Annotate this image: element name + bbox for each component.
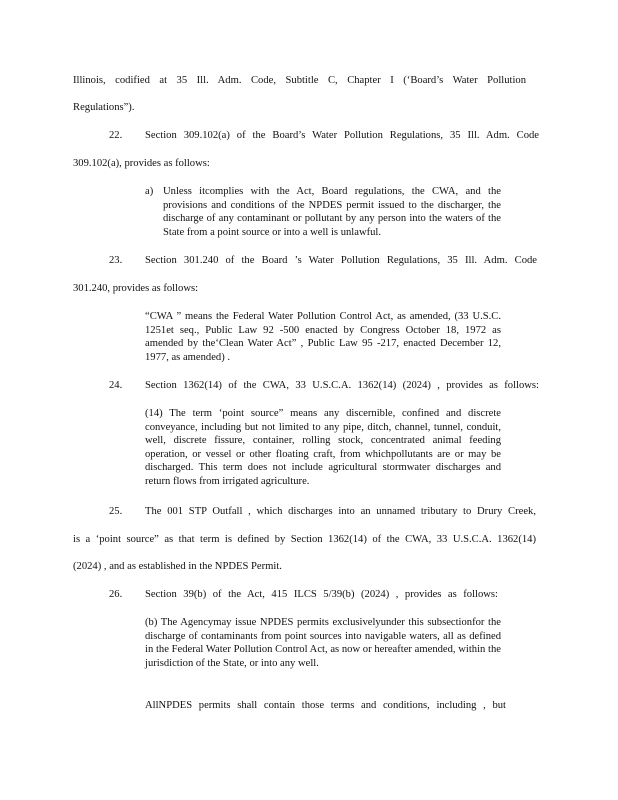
- quote-text: “CWA ” means the Federal Water Pollution Control Act, as amended, (33 U.S.C. 1251et seq., Public Law 92 -500 enacted by Congress October 18, 1972 as amended by the‘Clean Water Act” , Public Law 95 -217, enacted December 12, 1977, as amended) .: [145, 311, 501, 363]
- quote-text: (b) The Agencymay issue NPDES permits exclusivelyunder this subsectionfor the discharge of contaminants from point sources into navigable waters, all as defined in the Federal Water Pollution Control Act, as now or hereafter amended, within the jurisdiction of the State, or into any well.: [145, 617, 501, 669]
- block-quote: [145, 185, 501, 239]
- body-line: Regulations”).: [73, 102, 135, 113]
- quote-text: Unless itcomplies with the Act, Board regulations, the CWA, and the provisions and conditions of the NPDES permit issued to the discharger, the discharge of any contaminant or pollutant by any person into the waters of the State from a point source or into a well is unlawful.: [163, 186, 501, 238]
- body-line: Section 309.102(a) of the Board’s Water Pollution Regulations, 35 Ill. Adm. Code: [145, 130, 539, 141]
- block-quote: [145, 407, 501, 489]
- body-line: Section 301.240 of the Board ’s Water Pollution Regulations, 35 Ill. Adm. Code: [145, 255, 537, 266]
- paragraph-number: 25.: [109, 506, 123, 517]
- body-line: Illinois, codified at 35 Ill. Adm. Code, Subtitle C, Chapter I (‘Board’s Water Pollution: [73, 75, 526, 86]
- body-line: Section 39(b) of the Act, 415 ILCS 5/39(b) (2024) , provides as follows:: [145, 589, 498, 600]
- block-quote: [145, 310, 501, 364]
- paragraph-number: 26.: [109, 589, 123, 600]
- quote-text: AllNPDES permits shall contain those terms and conditions, including , but: [145, 700, 506, 711]
- block-quote: [145, 616, 501, 670]
- list-label: a): [145, 186, 154, 197]
- paragraph-number: 24.: [109, 380, 123, 391]
- quote-text: (14) The term ‘point source” means any discernible, confined and discrete conveyance, including but not limited to any pipe, ditch, channel, tunnel, conduit, well, discrete fissure, container, rolling stock, concentrated animal feeding operation, or vessel or other floating craft, from whichpollutants are or may be discharged. This term does not include agricultural stormwater discharges and return flows from irrigated agriculture.: [145, 408, 501, 487]
- body-line: 309.102(a), provides as follows:: [73, 158, 210, 169]
- body-line: The 001 STP Outfall , which discharges into an unnamed tributary to Drury Creek,: [145, 506, 536, 517]
- body-line: (2024) , and as established in the NPDES Permit.: [73, 561, 282, 572]
- body-line: is a ‘point source” as that term is defined by Section 1362(14) of the CWA, 33 U.S.C.A. 1362(14): [73, 534, 536, 545]
- body-line: Section 1362(14) of the CWA, 33 U.S.C.A. 1362(14) (2024) , provides as follows:: [145, 380, 539, 391]
- paragraph-number: 22.: [109, 130, 123, 141]
- body-line: 301.240, provides as follows:: [73, 283, 199, 294]
- paragraph-number: 23.: [109, 255, 123, 266]
